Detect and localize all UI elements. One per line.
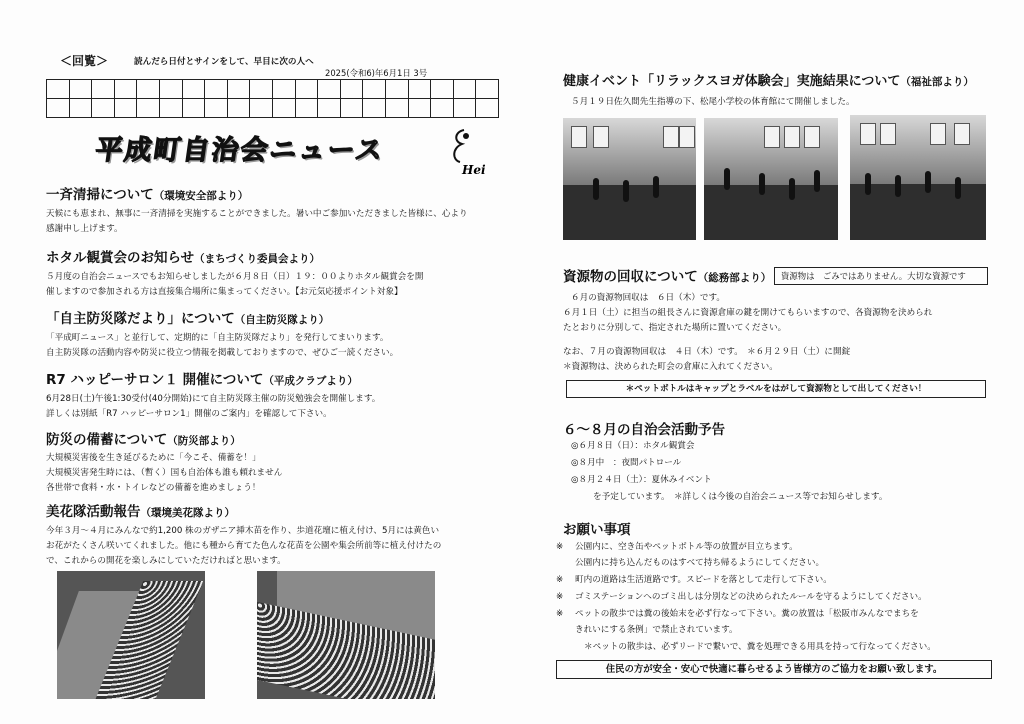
circulation-label: ＜回覧＞: [60, 54, 109, 68]
request-4-line-1: ペットの散歩では糞の後始末を必ず行なって下さい。糞の放置は「松阪市みんなでまちを: [575, 609, 919, 619]
request-mark-4: ※: [556, 609, 564, 619]
request-2-line-1: 町内の道路は生活道路です。スピードを落として走行して下さい。: [575, 575, 832, 585]
request-4-line-2: きれいにする条例」で禁止されています。: [575, 625, 738, 635]
heading-schedule: ６～８月の自治会活動予告: [563, 422, 725, 438]
body-firefly-2: 催しますので参加される方は直接集合場所に集まってください。【お元気応援ポイント対象】: [46, 287, 403, 297]
flower-bed-photo-2: [257, 571, 435, 699]
request-mark-1: ※: [556, 542, 564, 552]
body-stockpile-1: 大規模災害後を生き延びるために「今こそ、備蓄を！」: [46, 453, 261, 463]
request-mark-3: ※: [556, 592, 564, 602]
body-yoga: ５月１９日佐久間先生指導の下、松尾小学校の体育館にて開催しました。: [571, 97, 855, 107]
body-disaster-news-1: 「平成町ニュース」と並行して、定期的に「自主防災隊だより」を発行してまいります。: [46, 333, 389, 343]
schedule-item-3: ◎８月２４日（土）：夏休みイベント: [571, 475, 712, 485]
yoga-photo-1: [563, 118, 696, 240]
heading-flower-team: 美花隊活動報告（環境美花隊より）: [46, 504, 235, 520]
signature-grid[interactable]: [46, 79, 499, 118]
body-stockpile-3: 各世帯で食料・水・トイレなどの備蓄を進めましょう！: [46, 483, 261, 493]
request-4-line-3: ＊ペットの散歩は、必ずリードで繋いで、糞を処理できる用具を持って行なってください。: [584, 642, 936, 652]
body-recycling-july: なお、７月の資源物回収は ４日（木）です。 ＊６月２９日（土）に開錠: [563, 347, 851, 357]
request-1-line-1: 公園内に、空き缶やペットボトル等の放置が目立ちます。: [575, 542, 798, 552]
yoga-photo-3: [850, 115, 986, 240]
body-flower-3: で、これからの開花を楽しみにしていただければと思います。: [46, 556, 286, 566]
schedule-item-2: ◎８月中 ：夜間パトロール: [571, 458, 682, 468]
body-recycling-3: たとおりに分別して、指定された場所に置いてください。: [563, 323, 787, 333]
heading-cleanup: 一斉清掃について（環境安全部より）: [46, 187, 249, 203]
heading-firefly: ホタル観賞会のお知らせ（まちづくり委員会より）: [46, 250, 321, 266]
body-cleanup-1: 天候にも恵まれ、無事に一斉清掃を実施することができました。暑い中ご参加いただきました皆様に、心より: [46, 209, 468, 219]
issue-date: 2025(令和6)年6月1日 3号: [325, 68, 428, 78]
heading-stockpile: 防災の備蓄について（防災部より）: [46, 432, 241, 448]
request-mark-2: ※: [556, 575, 564, 585]
request-3-line-1: ゴミステーションへのゴミ出しは分別などの決められたルールを守るようにしてください。: [575, 592, 927, 602]
heading-recycling: 資源物の回収について（総務部より）: [563, 269, 772, 285]
heading-yoga: 健康イベント「リラックスヨガ体験会」実施結果について（福祉部より）: [563, 74, 974, 89]
recycling-badge: 資源物は ごみではありません。大切な資源です: [774, 267, 988, 285]
pet-bottle-notice: ＊ペットボトルはキャップとラベルをはがして資源物として出してください！: [566, 380, 986, 398]
flower-bed-photo-1: [57, 571, 205, 699]
body-happy-salon-2: 詳しくは別紙「R7 ハッピーサロン1」開催のご案内」を確認して下さい。: [46, 409, 332, 419]
body-stockpile-2: 大規模災害発生時には、（暫く）国も自治体も誰も頼れません: [46, 468, 283, 478]
logo-text: Hei: [462, 163, 486, 176]
body-flower-1: 今年３月～４月にみんなで約1,200 株のガザニア挿木苗を作り、歩道花壇に植え付け、5月には黄色い: [46, 526, 440, 536]
closing-message: 住民の方が安全・安心で快適に暮らせるよう皆様方のご協力をお願い致します。: [556, 660, 992, 679]
schedule-tail: を予定しています。 ＊詳しくは今後の自治会ニュース等でお知らせします。: [593, 492, 888, 502]
heading-requests: お願い事項: [563, 522, 631, 538]
body-cleanup-2: 感謝申し上げます。: [46, 224, 123, 234]
body-happy-salon-1: 6月28日(土)午後1:30受付(40分開始)にて自主防災隊主催の防災勉強会を開催します。: [46, 394, 381, 404]
schedule-item-1: ◎６月８日（日）：ホタル観賞会: [571, 441, 695, 451]
body-flower-2: お花がたくさん咲いてくれました。他にも種から育てた色んな花苗を公園や集会所前等に植え付けたの: [46, 541, 442, 551]
body-recycling-1: ６月の資源物回収は ６日（木）です。: [571, 293, 726, 303]
body-recycling-2: ６月１日（土）に担当の組長さんに資源倉庫の鍵を開けてもらいますので、各資源物を決められ: [563, 308, 933, 318]
newsletter-title: 平成町自治会ニュース: [93, 135, 387, 166]
yoga-photo-2: [704, 118, 838, 240]
mascot-logo: [440, 126, 488, 176]
heading-happy-salon: R7 ハッピーサロン１ 開催について（平成クラブより）: [46, 372, 358, 388]
body-firefly-1: ５月度の自治会ニュースでもお知らせしましたが６月８日（日）１９：００よりホタル観賞会を開: [46, 272, 424, 282]
body-recycling-warehouse: ＊資源物は、決められた町会の倉庫に入れてください。: [563, 362, 778, 372]
body-disaster-news-2: 自主防災隊の活動内容や防災に役立つ情報を掲載しておりますので、ぜひご一読ください。: [46, 348, 399, 358]
request-1-line-2: 公園内に持ち込んだものはすべて持ち帰るようにしてください。: [575, 558, 825, 568]
circulation-note: 読んだら日付とサインをして、早目に次の人へ: [134, 57, 314, 67]
heading-disaster-news: 「自主防災隊だより」について（自主防災隊より）: [46, 311, 330, 327]
